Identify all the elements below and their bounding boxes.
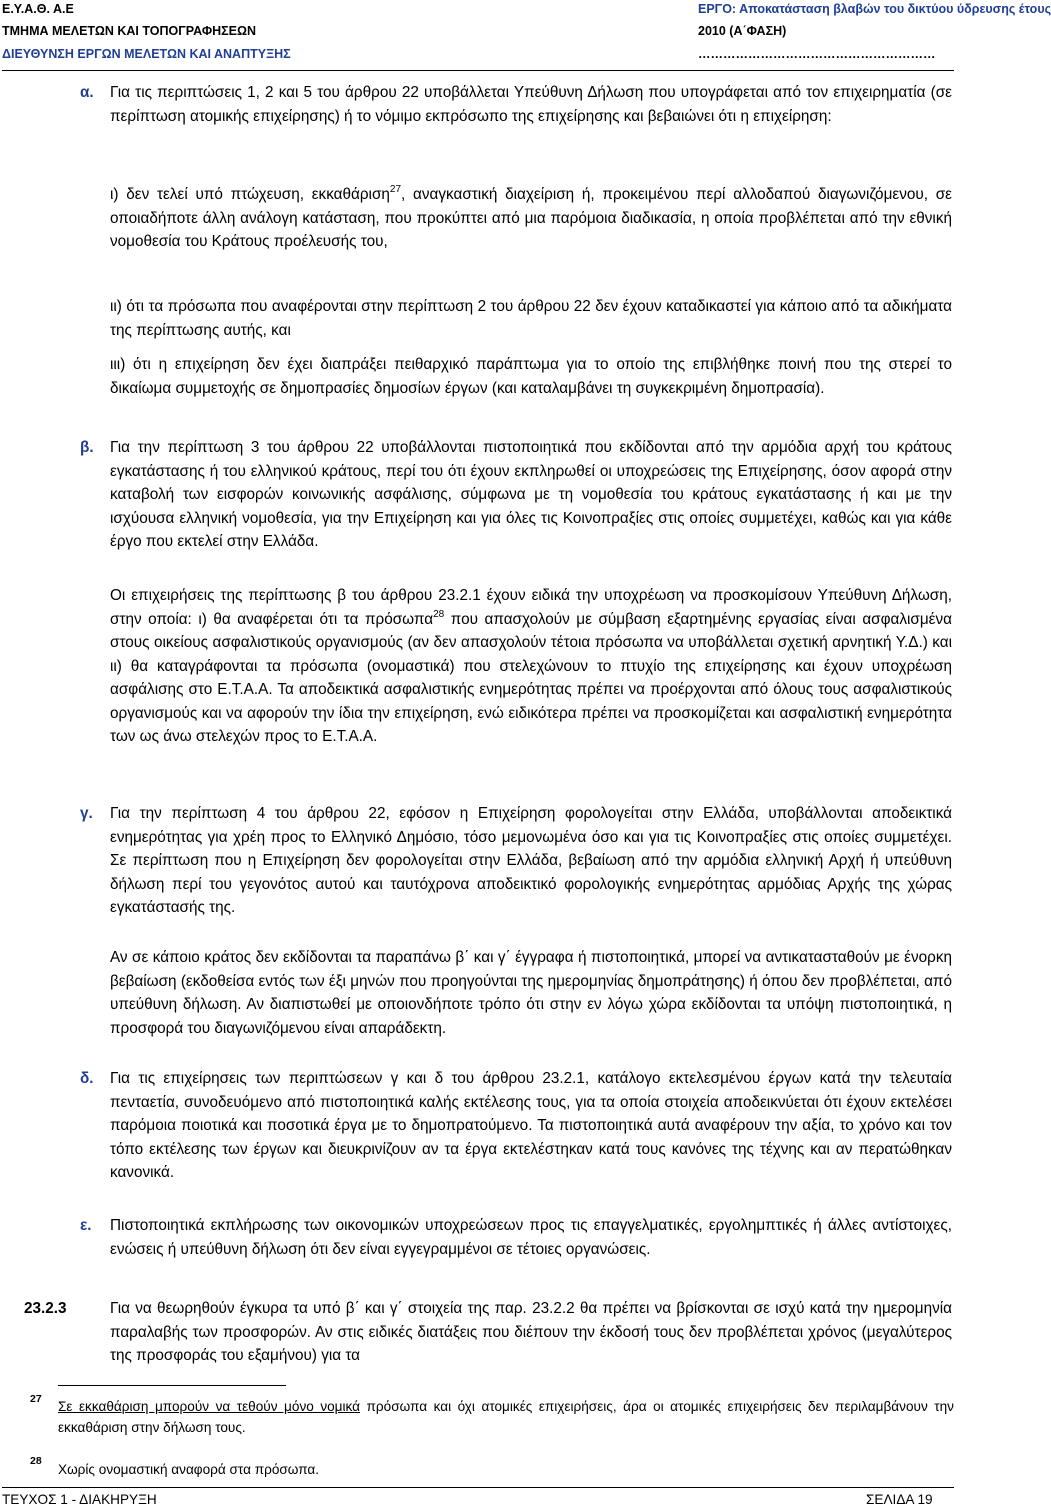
header-divider <box>2 70 954 71</box>
header-row-3 <box>0 45 960 63</box>
item-a-ii-paragraph <box>110 295 952 342</box>
item-a-paragraph <box>110 81 952 128</box>
item-b2-text-start: Οι επιχειρήσεις της περίπτωσης β του άρθρου 23.2.1 έχουν ειδικά την υποχρέωση να προσκομίσουν Υπεύθυνη Δήλωση, στην οποία: ι) θα αναφέρεται ότι τα πρόσωπα <box>110 587 952 628</box>
footer-divider <box>2 1487 954 1488</box>
item-a-text: Για τις περιπτώσεις 1, 2 και 5 του άρθρου 22 υποβάλλεται Υπεύθυνη Δήλωση που υπογράφεται από τον επιχειρηματία (σε περίπτωση ατομικής επιχείρησης) ή το νόμιμο εκπρόσωπο της επιχείρησης και βεβαιώνει ότι η επιχείρηση: <box>110 84 952 125</box>
item-a-iii-paragraph <box>110 353 952 400</box>
item-e-marker: ε. <box>80 1217 92 1234</box>
footer-page-number: ΣΕΛΙΔΑ 19 <box>866 1492 933 1507</box>
item-b2-text-end: που απασχολούν με σύμβαση εξαρτημένης εργασίας είναι ασφαλισμένα στους οικείους ασφαλιστικούς οργανισμούς (αν δεν απασχολούν τέτοια πρόσωπα να υποβάλλεται σχετική αρνητική Υ.Δ.) και ιι) θα καταγράφονται τα πρόσωπα (ονομαστικά) που στελεχώνουν το πτυχίο της επιχείρησης και έχουν υποχρέωση ασφάλισης στο Ε.Τ.Α.Α. Τα αποδεικτικά ασφαλιστικής ενημερότητας πρέπει να προέρχονται από όλους τους ασφαλιστικούς οργανισμούς και να αφορούν την ίδια την επιχείρηση, ενώ ειδικότερα πρέπει να προσκομίζεται και ασφαλιστική ενημερότητα των ως άνω στελεχών προς το Ε.Τ.Α.Α. <box>110 610 952 745</box>
item-c-text: Για την περίπτωση 4 του άρθρου 22, εφόσον η Επιχείρηση φορολογείται στην Ελλάδα, υποβάλλονται αποδεικτικά ενημερότητας για χρέη προς το Ελληνικό Δημόσιο, τόσο μεμονωμένα όσο και για τις Κοινοπραξίες στις οποίες συμμετέχει. Σε περίπτωση που η Επιχείρηση δεν φορολογείται στην Ελλάδα, βεβαίωση από την αρμόδια ελληνική Αρχή ή υπεύθυνη δήλωση περί του γεγονότος αυτού και ταυτόχρονα αποδεικτικό φορολογικής ενημερότητας αρμόδιας Αρχής της χώρας εγκατάστασής της. <box>110 805 952 916</box>
item-b-second-paragraph <box>110 584 952 749</box>
item-a-iii-text: ιιι) ότι η επιχείρηση δεν έχει διαπράξει πειθαρχικό παράπτωμα για το οποίο της επιβλήθηκε ποινή που της στερεί το δικαίωμα συμμετοχής σε δημοπρασίες δημοσίων έργων (και καταλαμβάνει τη συγκεκριμένη δημοπρασία). <box>110 356 952 397</box>
item-d-paragraph <box>110 1067 952 1185</box>
item-a-marker: α. <box>80 84 94 101</box>
footer-document-label: ΤΕΥΧΟΣ 1 - ΔΙΑΚΗΡΥΞΗ <box>2 1492 157 1507</box>
footnote-ref-28[interactable]: 28 <box>433 608 445 620</box>
footnote-28-text: Χωρίς ονομαστική αναφορά στα πρόσωπα. <box>58 1462 320 1477</box>
directorate-name: ΔΙΕΥΘΥΝΣΗ ΕΡΓΩΝ ΜΕΛΕΤΩΝ ΚΑΙ ΑΝΑΠΤΥΞΗΣ <box>2 47 291 61</box>
item-e-paragraph <box>110 1214 952 1261</box>
item-c-paragraph <box>110 802 952 920</box>
item-a-i-text-end: , αναγκαστική διαχείριση ή, προκειμένου περί αλλοδαπού διαγωνιζόμενου, σε οποιαδήποτε άλλη ανάλογη κατάσταση, που προκύπτει από μια παρόμοια διαδικασία, η οποία προβλέπεται από την εθνική νομοθεσία του Κράτους προέλευσής του, <box>110 186 952 250</box>
item-d-text: Για τις επιχείρησεις των περιπτώσεων γ και δ του άρθρου 23.2.1, κατάλογο εκτελεσμένου έργων κατά την τελευταία πενταετία, συνοδευόμενο από πιστοποιητικά καλής εκτέλεσης τους, για τα οποία στοιχεία αποδεικνύεται ότι έχουν εκτελέσει παρόμοια ποιοτικά και ποσοτικά έργα με το δημοπρατούμενο. Τα πιστοποιητικά αυτά αναφέρουν την αξία, το χρόνο και τον τόπο εκτέλεσης των έργων και διευκρινίζουν αν τα έργα εκτελέστηκαν κατά τους κανόνες της τέχνης και αν περατώθηκαν κανονικά. <box>110 1070 952 1181</box>
footnote-ref-27[interactable]: 27 <box>389 184 402 195</box>
department-name: ΤΜΗΜΑ ΜΕΛΕΤΩΝ ΚΑΙ ΤΟΠΟΓΡΑΦΗΣΕΩΝ <box>2 24 257 38</box>
item-a-i-paragraph <box>110 183 952 254</box>
footnote-28 <box>58 1459 954 1480</box>
footnote-27-number: 27 <box>30 1393 42 1405</box>
footnote-27-text: πρόσωπα και όχι ατομικές επιχειρήσεις, άρα οι ατομικές επιχειρήσεις δεν περιλαμβάνουν την εκκαθάριση στην δήλωση τους. <box>58 1399 954 1435</box>
item-b-text: Για την περίπτωση 3 του άρθρου 22 υποβάλλονται πιστοποιητικά που εκδίδονται από την αρμόδια αρχή του κράτους εγκατάστασης ή του ελληνικού κράτους, περί του ότι έχουν εκπληρωθεί οι υποχρεώσεις της Επιχείρησης, όσον αφορά στην καταβολή των εισφορών κοινωνικής ασφάλισης, σύμφωνα με τη νομοθεσία του κράτους εγκατάστασης ή και με την ισχύουσα ελληνική νομοθεσία, για την Επιχείρηση και για όλες τις Κοινοπραξίες στις οποίες συμμετέχει, καθώς και για κάθε έργο που εκτελεί στην Ελλάδα. <box>110 439 952 550</box>
item-c-second-paragraph <box>110 946 952 1040</box>
item-b-marker: β. <box>80 439 94 456</box>
footnote-28-number: 28 <box>30 1455 42 1467</box>
footnote-27-underlined: Σε εκκαθάριση μπορούν να τεθούν μόνο νομικά <box>58 1399 361 1414</box>
item-b-paragraph <box>110 436 952 554</box>
section-23-2-3-paragraph <box>110 1297 952 1368</box>
header-row-1 <box>0 0 1051 18</box>
item-e-text: Πιστοποιητικά εκπλήρωσης των οικονομικών υποχρεώσεων προς τις επαγγελματικές, εργολημπτικές ή άλλες αντίστοιχες, ενώσεις ή υπεύθυνη δήλωση ότι δεν είναι εγγεγραμμένοι σε τέτοιες οργανώσεις. <box>110 1217 952 1258</box>
item-c2-text: Αν σε κάποιο κράτος δεν εκδίδονται τα παραπάνω β΄ και γ΄ έγγραφα ή πιστοποιητικά, μπορεί να αντικατασταθούν με ένορκη βεβαίωση (εκδοθείσα εντός των έξι μηνών που προηγούνται της ημερομηνίας δημοπράτησης) ή όπου δεν προβλέπεται, από υπεύθυνη δήλωση. Αν διαπιστωθεί με οποιονδήποτε τρόπο ότι στην εν λόγω χώρα εκδίδονται τα υπόψη πιστοποιητικά, η προσφορά του διαγωνιζόμενου είναι απαράδεκτη. <box>110 949 952 1037</box>
item-a-i-text-start: ι) δεν τελεί υπό πτώχευση, εκκαθάριση <box>110 186 390 203</box>
header-row-2 <box>0 22 960 40</box>
project-title: ΕΡΓΟ: Αποκατάσταση βλαβών του δικτύου ύδρευσης έτους <box>698 2 1051 16</box>
footnote-27 <box>58 1396 954 1438</box>
section-23-2-3-text: Για να θεωρηθούν έγκυρα τα υπό β΄ και γ΄ στοιχεία της παρ. 23.2.2 θα πρέπει να βρίσκονται σε ισχύ κατά την ημερομηνία παραλαβής των προσφορών. Αν στις ειδικές διατάξεις που διέπουν την έκδοσή τους δεν προβλέπεται χρόνος (μεγαλύτερος της προσφοράς του εξαμήνου) για τα <box>110 1300 952 1364</box>
project-dots: ………………………………………………… <box>698 47 936 61</box>
section-23-2-3-marker: 23.2.3 <box>24 1300 67 1317</box>
footnote-divider <box>58 1385 286 1386</box>
item-d-marker: δ. <box>80 1070 94 1087</box>
item-a-ii-text: ιι) ότι τα πρόσωπα που αναφέρονται στην περίπτωση 2 του άρθρου 22 δεν έχουν καταδικαστεί για κάποιο από τα αδικήματα της περίπτωσης αυτής, και <box>110 298 952 339</box>
org-name: Ε.Υ.Α.Θ. Α.Ε <box>2 2 74 16</box>
item-c-marker: γ. <box>80 805 93 822</box>
project-year: 2010 (Α΄ΦΑΣΗ) <box>698 24 787 38</box>
